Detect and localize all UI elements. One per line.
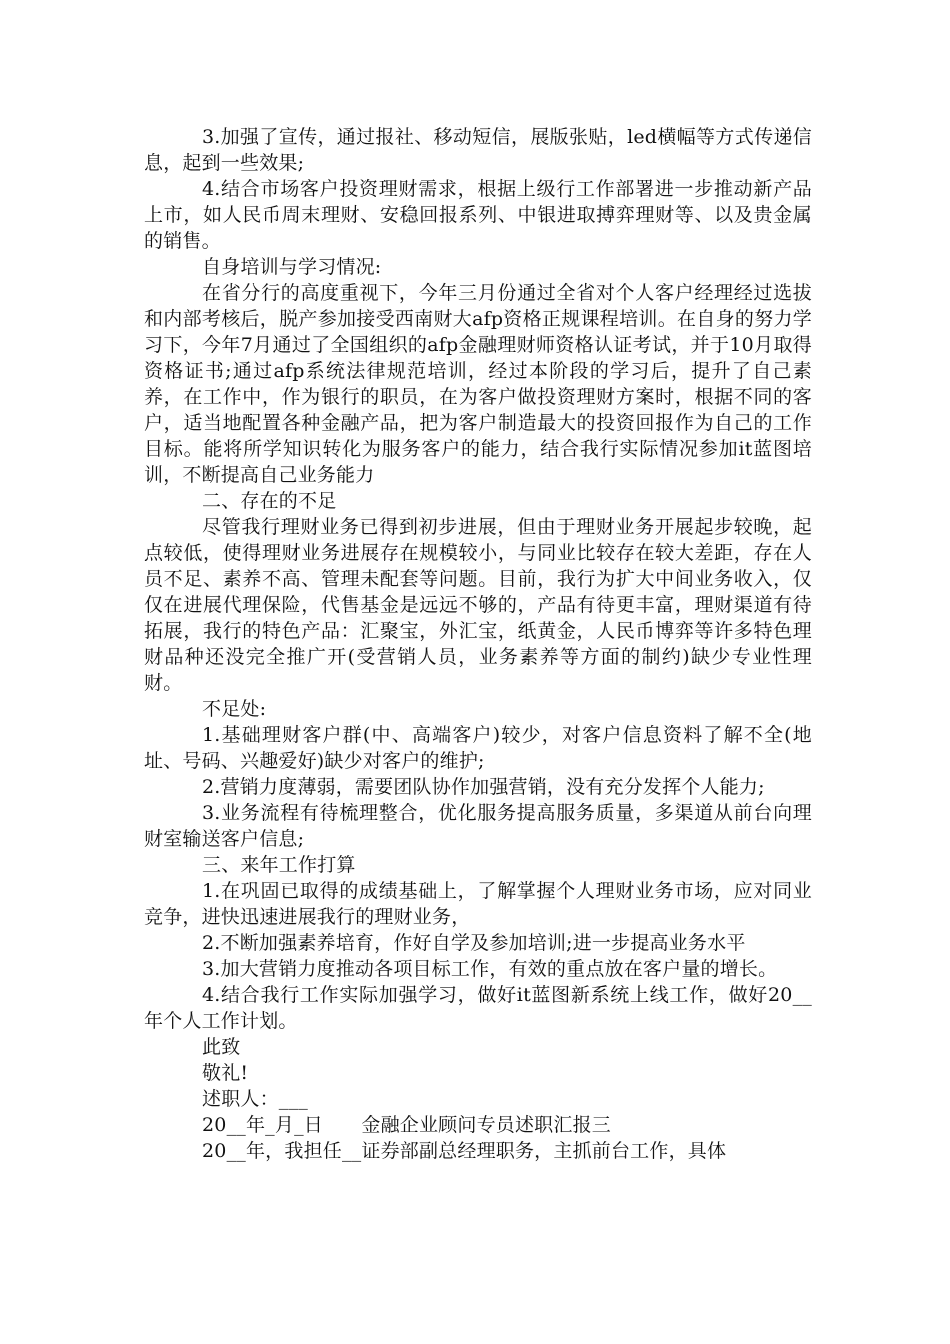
paragraph-item-4: 4.结合市场客户投资理财需求，根据上级行工作部署进一步推动新产品上市，如人民币周末理财、安稳回报系列、中银进取搏弈理财等、以及贵金属的销售。	[144, 178, 812, 252]
closing-respect: 敬礼!	[202, 1062, 249, 1084]
plan-item-2: 2.不断加强素养培育，作好自学及参加培训;进一步提高业务水平	[202, 932, 746, 954]
plan-item-3: 3.加大营销力度推动各项目标工作，有效的重点放在客户量的增长。	[202, 958, 778, 980]
weak-point-2: 2.营销力度薄弱，需要团队协作加强营销，没有充分发挥个人能力;	[202, 776, 765, 798]
plan-item-4: 4.结合我行工作实际加强学习，做好it蓝图新系统上线工作，做好20__年个人工作计划。	[144, 984, 812, 1032]
signature-line: 述职人：___	[202, 1088, 308, 1110]
date-and-next-title: 20__年_月_日 金融企业顾问专员述职汇报三	[202, 1114, 611, 1136]
closing-salutation: 此致	[202, 1036, 241, 1058]
paragraph-training-body: 在省分行的高度重视下，今年三月份通过全省对个人客户经理经过选拔和内部考核后，脱产参加接受西南财大afp资格正规课程培训。在自身的努力学习下，今年7月通过了全国组织的afp金融理财师资格认证考试，并于10月取得资格证书;通过afp系统法律规范培训，经过本阶段的学习后，提升了自己素养，在工作中，作为银行的职员，在为客户做投资理财方案时，根据不同的客户，适当地配置各种金融产品，把为客户制造最大的投资回报作为自己的工作目标。能将所学知识转化为服务客户的能力，结合我行实际情况参加it蓝图培训，不断提高自己业务能力	[144, 282, 812, 486]
next-report-opening: 20__年，我担任__证券部副总经理职务，主抓前台工作，具体	[202, 1140, 727, 1162]
weak-point-3: 3.业务流程有待梳理整合，优化服务提高服务质量，多渠道从前台向理财室输送客户信息;	[144, 802, 812, 850]
section-heading-training: 自身培训与学习情况:	[202, 256, 382, 278]
section-heading-next-year: 三、来年工作打算	[202, 854, 356, 876]
subheading-weak-points: 不足处:	[202, 698, 267, 720]
plan-item-1: 1.在巩固已取得的成绩基础上，了解掌握个人理财业务市场，应对同业竞争，进快迅速进展我行的理财业务，	[144, 880, 812, 928]
document-body	[144, 124, 812, 1164]
paragraph-shortcomings-body: 尽管我行理财业务已得到初步进展，但由于理财业务开展起步较晚，起点较低，使得理财业务进展存在规模较小，与同业比较存在较大差距，存在人员不足、素养不高、管理未配套等问题。目前，我行为扩大中间业务收入，仅仅在进展代理保险，代售基金是远远不够的，产品有待更丰富，理财渠道有待拓展，我行的特色产品：汇聚宝，外汇宝，纸黄金，人民币博弈等许多特色理财品种还没完全推广开(受营销人员，业务素养等方面的制约)缺少专业性理财。	[144, 516, 812, 694]
section-heading-shortcomings: 二、存在的不足	[202, 490, 337, 512]
weak-point-1: 1.基础理财客户群(中、高端客户)较少，对客户信息资料了解不全(地址、号码、兴趣爱好)缺少对客户的维护;	[144, 724, 812, 772]
paragraph-item-3: 3.加强了宣传，通过报社、移动短信，展版张贴，led横幅等方式传递信息，起到一些效果;	[144, 126, 812, 174]
